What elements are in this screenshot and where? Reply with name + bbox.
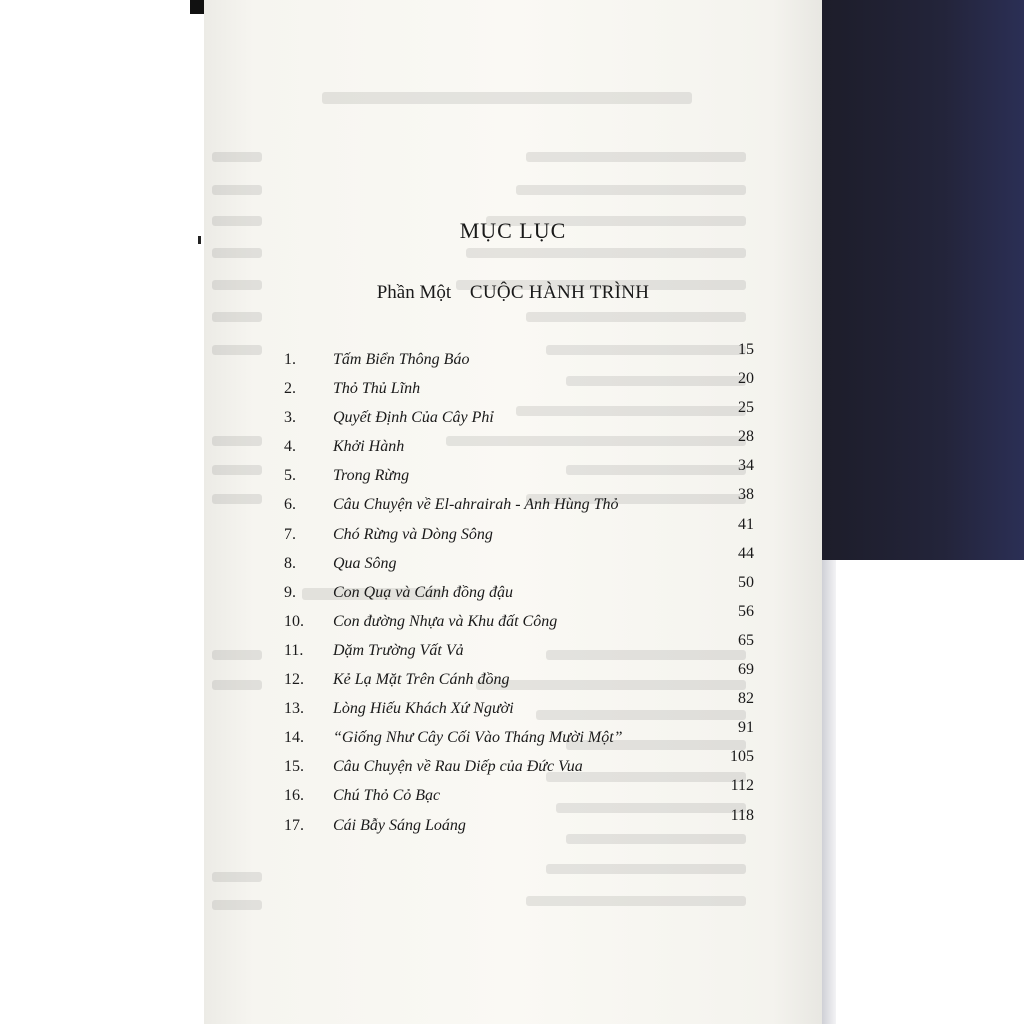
show-through-line: [212, 900, 262, 910]
show-through-line: [212, 465, 262, 475]
toc-entry: [284, 748, 754, 777]
toc-entry-title: Quyết Định Của Cây Phỉ: [333, 409, 494, 427]
toc-entry: [284, 777, 754, 806]
toc-entry-title: Thỏ Thủ Lĩnh: [333, 380, 421, 398]
toc-entry-number: 11.: [284, 641, 304, 659]
toc-entry-number: 16.: [284, 787, 304, 805]
toc-entry: [284, 632, 754, 661]
toc-entry-number: 6.: [284, 496, 296, 514]
toc-entry-number: 9.: [284, 583, 296, 601]
toc-entry: [284, 457, 754, 486]
toc-entry-page: 91: [738, 719, 754, 737]
toc-entry-page: 82: [738, 690, 754, 708]
toc-entry-number: 7.: [284, 525, 296, 543]
toc-entry-title: Câu Chuyện về Rau Diếp của Đức Vua: [333, 758, 583, 776]
show-through-line: [212, 680, 262, 690]
toc-entry: [284, 370, 754, 399]
show-through-line: [212, 312, 262, 322]
show-through-line: [212, 494, 262, 504]
toc-entry: [284, 807, 754, 836]
show-through-line: [322, 92, 692, 104]
toc-entry: [284, 574, 754, 603]
part-heading: [204, 282, 822, 304]
toc-entry: [284, 399, 754, 428]
toc-entry: [284, 486, 754, 515]
toc-entry-page: 112: [730, 777, 754, 795]
toc-entry-title: Trong Rừng: [333, 467, 410, 485]
show-through-line: [466, 248, 746, 258]
toc-entry-title: Kẻ Lạ Mặt Trên Cánh đồng: [333, 671, 510, 689]
toc-entry-title: Tấm Biển Thông Báo: [333, 351, 470, 368]
show-through-line: [212, 436, 262, 446]
toc-entry-title: Câu Chuyện về El-ahrairah - Anh Hùng Thỏ: [333, 496, 619, 514]
toc-entry-title: “Giống Như Cây Cối Vào Tháng Mười Một”: [333, 729, 623, 747]
toc-entry-page: 41: [738, 515, 754, 533]
toc-entry-title: Cái Bẫy Sáng Loáng: [333, 816, 466, 834]
show-through-line: [212, 152, 262, 162]
toc-entry-title: Dặm Trường Vất Vả: [333, 641, 464, 659]
toc-entry-number: 12.: [284, 671, 304, 689]
show-through-line: [546, 864, 746, 874]
page-right-shadow: [822, 560, 836, 1024]
toc-entry-number: 1.: [284, 351, 296, 368]
toc-entry-number: 14.: [284, 729, 304, 747]
table-of-contents: [284, 341, 754, 836]
show-through-line: [212, 248, 262, 258]
toc-entry-page: 69: [738, 661, 754, 679]
toc-entry: [284, 428, 754, 457]
toc-entry-title: Con Quạ và Cánh đồng đậu: [333, 583, 513, 601]
toc-entry-page: 65: [738, 631, 754, 649]
show-through-line: [526, 152, 746, 162]
toc-entry-page: 15: [738, 341, 754, 358]
book-page: [204, 0, 822, 1024]
show-through-line: [212, 872, 262, 882]
toc-entry-page: 44: [738, 544, 754, 562]
toc-entry-title: Qua Sông: [333, 554, 397, 572]
show-through-line: [526, 312, 746, 322]
toc-entry-page: 34: [738, 457, 754, 475]
toc-entry-number: 13.: [284, 700, 304, 718]
toc-entry-page: 56: [738, 602, 754, 620]
toc-entry-page: 38: [738, 486, 754, 504]
toc-entry-number: 17.: [284, 816, 304, 834]
toc-entry-number: 2.: [284, 380, 296, 398]
toc-entry: [284, 545, 754, 574]
toc-entry-number: 4.: [284, 438, 296, 456]
toc-entry-page: 50: [738, 573, 754, 591]
toc-entry: [284, 516, 754, 545]
show-through-line: [516, 185, 746, 195]
toc-entry-number: 3.: [284, 409, 296, 427]
toc-entry-number: 15.: [284, 758, 304, 776]
toc-entry: [284, 341, 754, 370]
toc-entry: [284, 719, 754, 748]
toc-entry: [284, 690, 754, 719]
background-right-edge: [822, 0, 1024, 560]
part-name: CUỘC HÀNH TRÌNH: [469, 282, 650, 303]
toc-entry-title: Con đường Nhựa và Khu đất Công: [333, 612, 558, 630]
toc-entry: [284, 603, 754, 632]
toc-entry: [284, 661, 754, 690]
toc-entry-page: 20: [738, 370, 754, 388]
toc-entry-title: Lòng Hiếu Khách Xứ Người: [333, 700, 514, 718]
toc-entry-title: Chó Rừng và Dòng Sông: [333, 525, 493, 543]
toc-entry-title: Chú Thỏ Cỏ Bạc: [333, 787, 441, 805]
toc-entry-number: 8.: [284, 554, 296, 572]
page-margin-mark: [198, 236, 201, 244]
page-title: MỤC LỤC: [459, 218, 567, 243]
show-through-line: [526, 896, 746, 906]
show-through-line: [212, 185, 262, 195]
toc-entry-page: 118: [730, 806, 754, 824]
toc-entry-page: 25: [738, 399, 754, 417]
part-label: Phần Một: [376, 282, 452, 303]
toc-entry-page: 28: [738, 428, 754, 446]
toc-entry-page: 105: [730, 748, 754, 766]
toc-entry-title: Khởi Hành: [333, 438, 405, 456]
toc-entry-number: 5.: [284, 467, 296, 485]
show-through-line: [212, 345, 262, 355]
toc-entry-number: 10.: [284, 612, 304, 630]
show-through-line: [212, 650, 262, 660]
